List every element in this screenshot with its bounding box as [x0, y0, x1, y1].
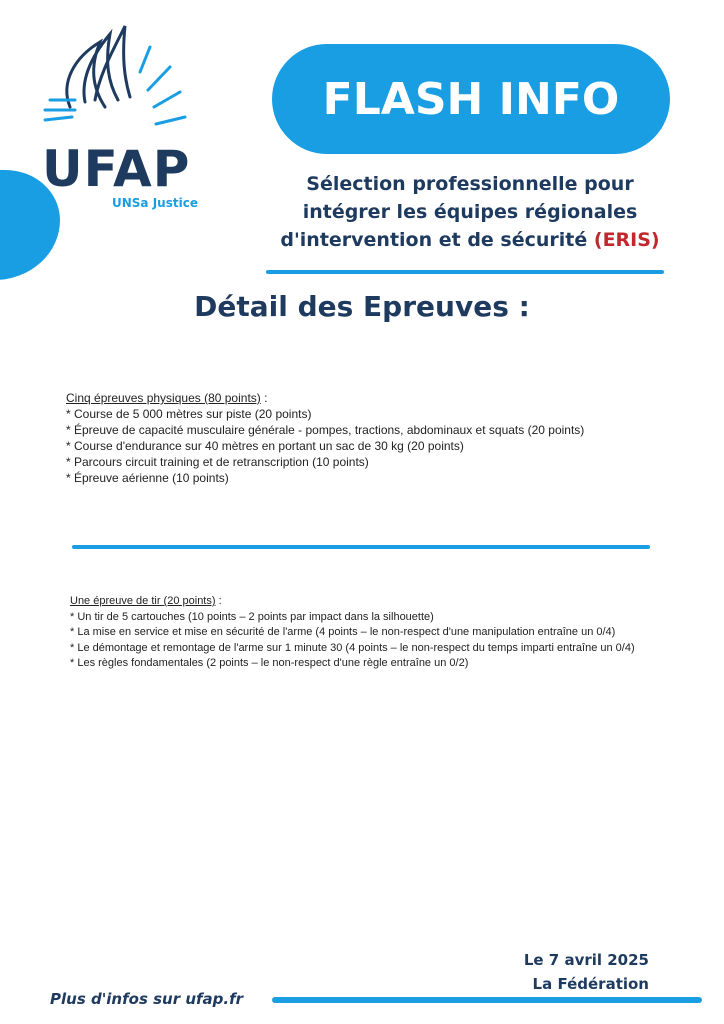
physical-tests-block [66, 390, 584, 486]
shooting-test-title: Une épreuve de tir (20 points) [70, 595, 216, 607]
footer-divider [272, 997, 702, 1003]
list-item: * Course de 5 000 mètres sur piste (20 points) [66, 407, 312, 421]
section-divider [72, 545, 650, 549]
list-item: * La mise en service et mise en sécurité de l'arme (4 points – le non-respect d'une manipulation entraîne un 0/4) [70, 626, 616, 638]
list-item: * Course d'endurance sur 40 mètres en portant un sac de 30 kg (20 points) [66, 439, 464, 453]
shooting-test-title-row [70, 594, 640, 610]
shooting-test-block [70, 594, 640, 672]
section-heading: Détail des Epreuves : [194, 290, 530, 323]
physical-tests-title-suffix: : [260, 391, 268, 405]
list-item: * Le démontage et remontage de l'arme sur 1 minute 30 (4 points – le non-respect du temps imparti entraîne un 0/4) [70, 641, 635, 654]
footer-signature-block [524, 948, 649, 996]
header-divider [266, 270, 664, 274]
website-link[interactable]: Plus d'infos sur ufap.fr [50, 990, 244, 1008]
shooting-test-title-suffix: : [215, 595, 222, 607]
subtitle-line-2: intégrer les équipes régionales [302, 201, 638, 223]
flash-info-banner [272, 44, 670, 154]
document-date: Le 7 avril 2025 [523, 951, 649, 969]
list-item: * Épreuve aérienne (10 points) [66, 471, 229, 485]
eris-highlight: (ERIS) [593, 229, 660, 251]
subtitle-line-3 [270, 226, 670, 254]
logo-wordmark: UFAP [42, 140, 191, 198]
list-item: * Les règles fondamentales (2 points – le non-respect d'une règle entraîne un 0/2) [70, 657, 469, 669]
banner-title: FLASH INFO [322, 73, 620, 125]
subtitle-line-3-main: d'intervention et de sécurité [280, 229, 594, 251]
list-item: * Épreuve de capacité musculaire générale - pompes, tractions, abdominaux et squats (20 points) [66, 423, 585, 437]
logo-subtitle: UNSa Justice [112, 196, 198, 210]
physical-tests-title-row [66, 390, 584, 406]
list-item: * Un tir de 5 cartouches (10 points – 2 points par impact dans la silhouette) [70, 610, 434, 623]
signature: La Fédération [532, 975, 649, 993]
document-subtitle [270, 170, 670, 254]
physical-tests-title: Cinq épreuves physiques (80 points) [66, 391, 261, 405]
subtitle-line-1: Sélection professionnelle pour [306, 173, 634, 195]
list-item: * Parcours circuit training et de retranscription (10 points) [66, 455, 369, 469]
